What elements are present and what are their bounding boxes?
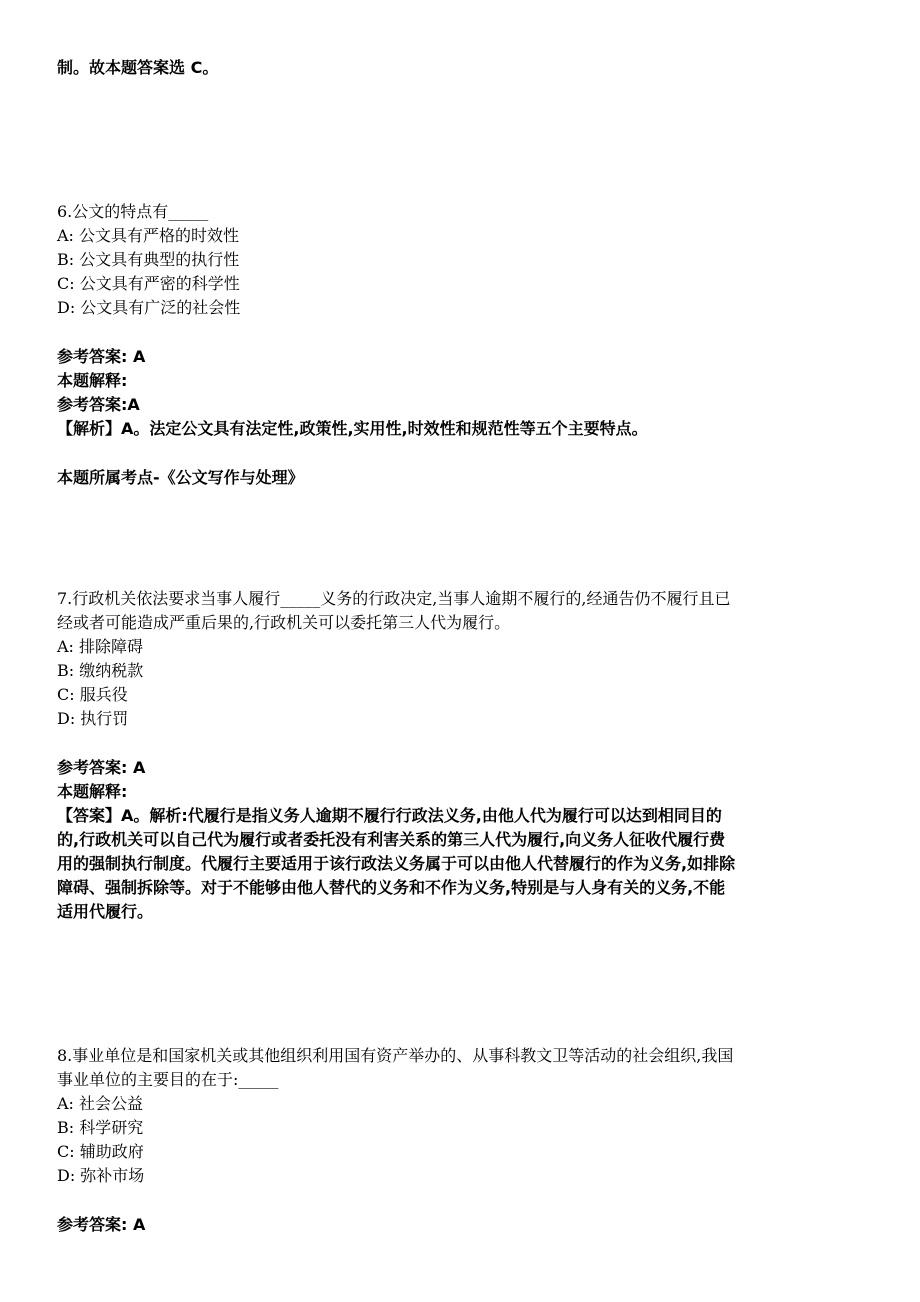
q8-stem-line-1: 8.事业单位是和国家机关或其他组织利用国有资产举办的、从事科教文卫等活动的社会组织,我国 [57, 1046, 734, 1065]
q8-answer: 参考答案: A [57, 1215, 146, 1234]
q8-stem-line-2: 事业单位的主要目的在于:_____ [57, 1070, 279, 1089]
q6-option-d: D: 公文具有广泛的社会性 [57, 298, 241, 317]
q8-option-c: C: 辅助政府 [57, 1142, 144, 1161]
q7-answer: 参考答案: A [57, 758, 146, 777]
q7-analysis-line-1: 【答案】A。解析:代履行是指义务人逾期不履行行政法义务,由他人代为履行可以达到相同目的 [57, 806, 722, 825]
q6-option-b: B: 公文具有典型的执行性 [57, 250, 240, 269]
q6-topic: 本题所属考点-《公文写作与处理》 [57, 468, 304, 487]
q8-option-a: A: 社会公益 [57, 1094, 144, 1113]
previous-answer-tail: 制。故本题答案选 C。 [57, 58, 219, 77]
q7-stem-line-2: 经或者可能造成严重后果的,行政机关可以委托第三人代为履行。 [57, 613, 511, 632]
q7-option-b: B: 缴纳税款 [57, 661, 144, 680]
q6-answer: 参考答案: A [57, 347, 146, 366]
q7-stem-line-1: 7.行政机关依法要求当事人履行_____义务的行政决定,当事人逾期不履行的,经通告仍不履行且已 [57, 589, 731, 608]
q6-stem: 6.公文的特点有_____ [57, 202, 209, 221]
q8-option-b: B: 科学研究 [57, 1118, 144, 1137]
q6-explain-title: 本题解释: [57, 371, 128, 390]
q7-explain-title: 本题解释: [57, 782, 128, 801]
q6-option-c: C: 公文具有严密的科学性 [57, 274, 240, 293]
q7-option-c: C: 服兵役 [57, 685, 128, 704]
q6-analysis: 【解析】A。法定公文具有法定性,政策性,实用性,时效性和规范性等五个主要特点。 [57, 419, 648, 438]
q7-analysis-line-5: 适用代履行。 [57, 902, 154, 921]
q7-option-d: D: 执行罚 [57, 709, 129, 728]
q7-analysis-line-2: 的,行政机关可以自己代为履行或者委托没有利害关系的第三人代为履行,向义务人征收代履行费 [57, 830, 726, 849]
q7-analysis-line-4: 障碍、强制拆除等。对于不能够由他人替代的义务和不作为义务,特别是与人身有关的义务,不能 [57, 878, 726, 897]
q6-answer-repeat: 参考答案:A [57, 395, 140, 414]
q7-analysis-line-3: 用的强制执行制度。代履行主要适用于该行政法义务属于可以由他人代替履行的作为义务,如排除 [57, 854, 736, 873]
q8-option-d: D: 弥补市场 [57, 1166, 145, 1185]
q6-option-a: A: 公文具有严格的时效性 [57, 226, 240, 245]
q7-option-a: A: 排除障碍 [57, 637, 144, 656]
